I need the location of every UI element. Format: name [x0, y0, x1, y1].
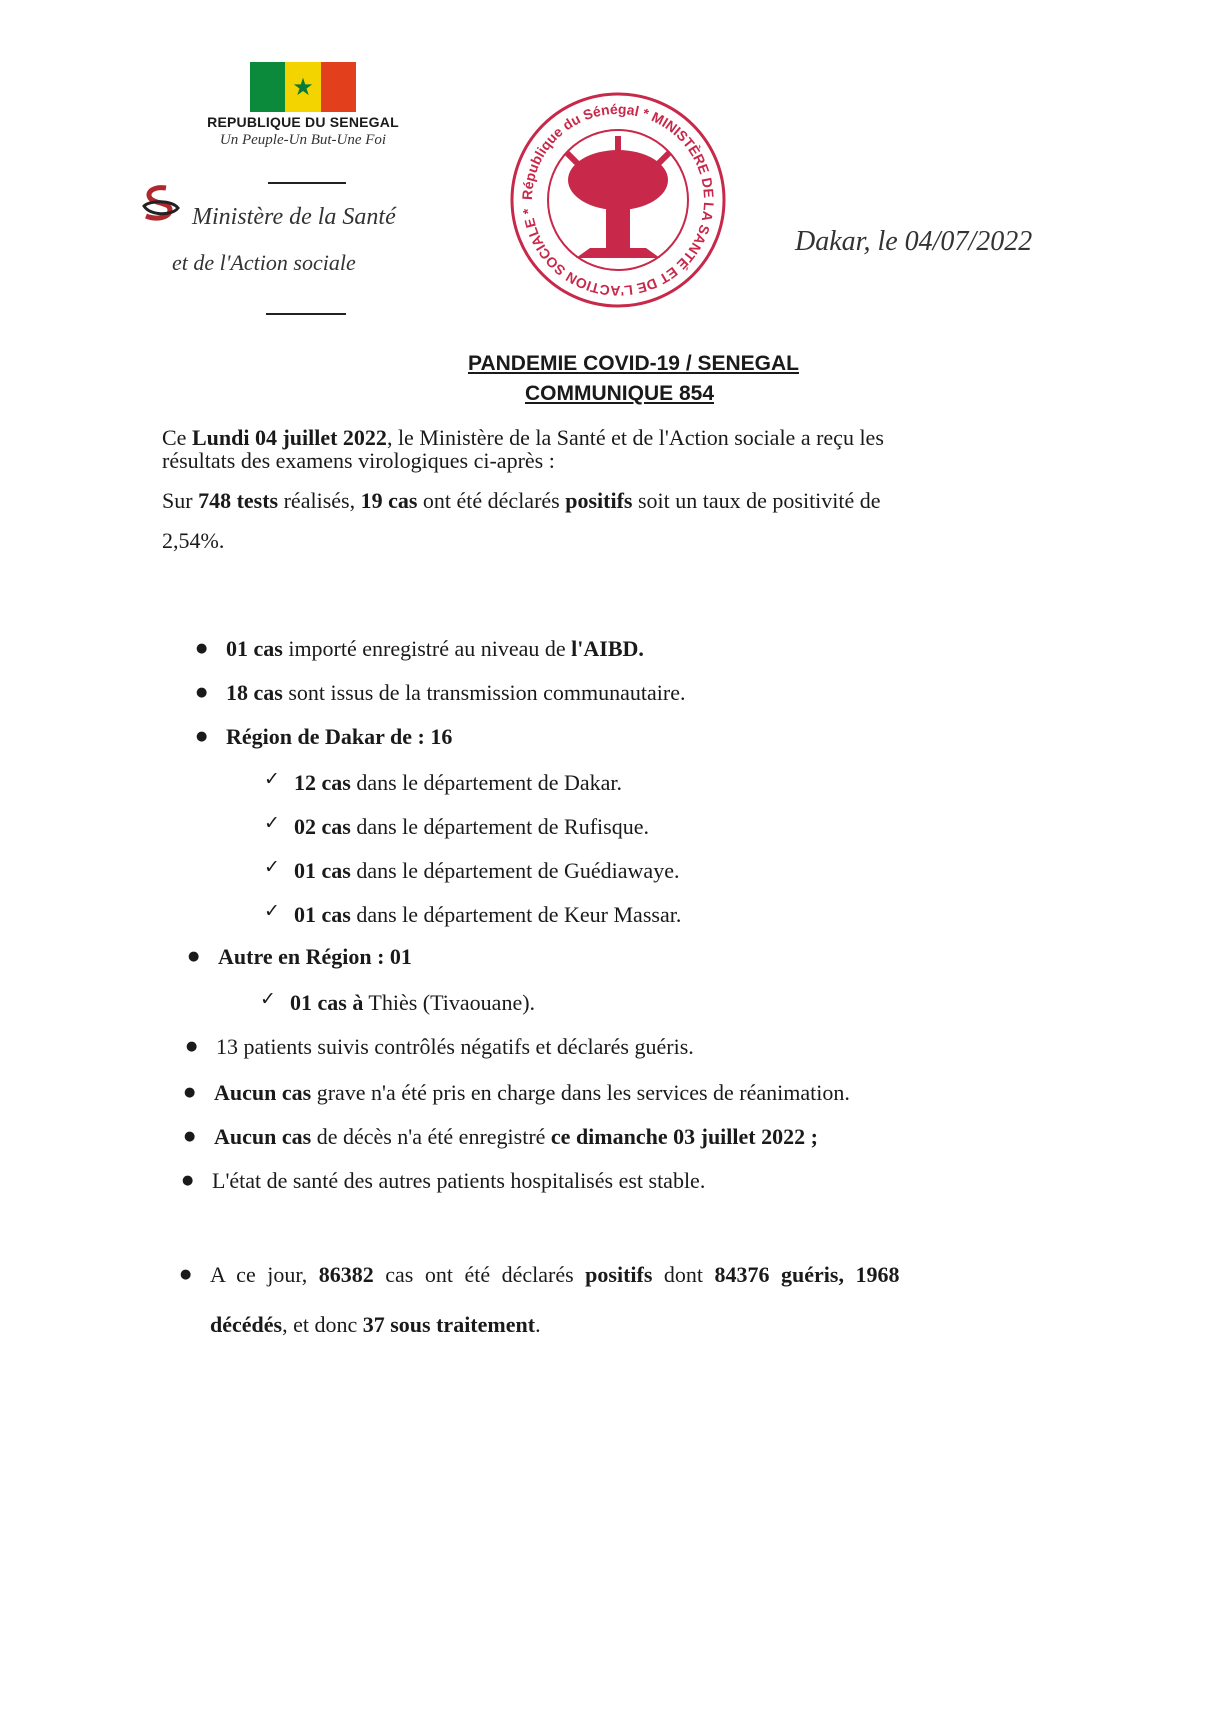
sub-list-item	[260, 988, 536, 1016]
text-span: dans le département de Dakar.	[350, 770, 623, 795]
baobab-tree-icon	[566, 136, 670, 258]
text-span: dont	[652, 1262, 715, 1287]
text-span: positifs	[585, 1262, 653, 1287]
ministry-name-line2: et de l'Action sociale	[172, 250, 356, 275]
senegal-flag	[250, 62, 356, 112]
bullet-icon: ●	[180, 1267, 192, 1282]
text-span: ce dimanche 03 juillet 2022 ;	[550, 1124, 818, 1149]
list-item	[196, 724, 453, 750]
text-span: Thiès (Tivaouane).	[363, 990, 536, 1015]
check-icon: ✓	[264, 812, 280, 834]
text-span: soit un taux de positivité de	[632, 488, 881, 513]
under-treatment: 37 sous traitement	[362, 1312, 536, 1337]
text-span: 02 cas	[294, 814, 351, 839]
sub-list-item	[264, 856, 680, 884]
communique-title: PANDEMIE COVID-19 / SENEGAL	[468, 352, 799, 375]
text-span: de décès n'a été enregistré	[311, 1124, 551, 1149]
tests-count: 748 tests	[198, 488, 279, 513]
bullet-icon: ●	[196, 729, 208, 744]
flag-red-band	[321, 62, 356, 112]
list-item-totals-continued	[210, 1312, 541, 1338]
text-span: dans le département de Keur Massar.	[350, 902, 682, 927]
official-seal-stamp	[506, 88, 730, 312]
text-span: dans le département de Guédiawaye.	[350, 858, 680, 883]
list-item	[188, 944, 412, 970]
text-span: 01 cas	[294, 858, 351, 883]
other-region-total: Autre en Région : 01	[218, 944, 412, 969]
text-span: 13 patients suivis contrôlés négatifs et déclarés guéris.	[216, 1034, 694, 1059]
list-item	[184, 1080, 850, 1106]
flag-yellow-band	[285, 62, 320, 112]
positive-count: 19 cas	[360, 488, 418, 513]
text-span: Aucun cas	[214, 1124, 312, 1149]
text-span: 18 cas	[226, 680, 283, 705]
ministry-name-line1: Ministère de la Santé	[192, 204, 396, 230]
sub-list-item	[264, 900, 682, 928]
text-span: .	[535, 1312, 541, 1337]
list-item	[196, 636, 644, 662]
intro-line-2: résultats des examens virologiques ci-après :	[162, 448, 555, 473]
text-span: Sur	[162, 488, 199, 513]
national-motto: Un Peuple-Un But-Une Foi	[219, 132, 387, 148]
total-cases: 86382	[318, 1262, 374, 1287]
text-span: Aucun cas	[214, 1080, 312, 1105]
text-span: cas ont été déclarés	[373, 1262, 586, 1287]
check-icon: ✓	[264, 768, 280, 790]
check-icon: ✓	[260, 988, 276, 1010]
text-span: 01 cas	[226, 636, 283, 661]
check-icon: ✓	[264, 856, 280, 878]
text-span: décédés	[210, 1312, 283, 1337]
sub-list-item	[264, 768, 623, 796]
ministry-logo-icon	[136, 184, 186, 224]
text-span: dans le département de Rufisque.	[350, 814, 649, 839]
text-span: Ce	[162, 425, 192, 450]
text-span: importé enregistré au niveau de	[282, 636, 572, 661]
flag-green-band	[250, 62, 285, 112]
bullet-icon: ●	[188, 949, 200, 964]
bullet-icon: ●	[196, 685, 208, 700]
header-divider	[266, 313, 346, 315]
header-divider	[268, 182, 346, 184]
list-item	[184, 1124, 818, 1150]
seal-text: République du Sénégal * MINISTÈRE DE LA SANTÉ ET DE L'ACTION SOCIALE *	[518, 100, 718, 300]
list-item	[186, 1034, 694, 1060]
recovered-deaths-totals: 84376 guéris, 1968	[714, 1262, 900, 1287]
text-span: 12 cas	[294, 770, 351, 795]
document-date: Dakar, le 04/07/2022	[795, 226, 1033, 257]
text-span: sont issus de la transmission communautaire.	[282, 680, 686, 705]
bullet-icon: ●	[184, 1085, 196, 1100]
list-item	[182, 1168, 706, 1194]
star-icon: ★	[292, 73, 314, 101]
intro-line-3	[162, 488, 881, 514]
text-span: L'état de santé des autres patients hospitalisés est stable.	[212, 1168, 706, 1193]
list-item	[196, 680, 686, 706]
text-span: 01 cas à	[290, 990, 364, 1015]
text-span: grave n'a été pris en charge dans les services de réanimation.	[311, 1080, 850, 1105]
list-item-totals	[180, 1262, 900, 1288]
text-span: ont été déclarés	[417, 488, 566, 513]
republic-name: REPUBLIQUE DU SENEGAL	[207, 114, 399, 130]
text-span: l'AIBD.	[571, 636, 644, 661]
bullet-icon: ●	[182, 1173, 194, 1188]
sub-list-item	[264, 812, 649, 840]
text-span: réalisés,	[278, 488, 361, 513]
dakar-region-total: Région de Dakar de : 16	[226, 724, 453, 749]
text-span: , le Ministère de la Santé et de l'Action sociale a reçu les	[386, 425, 884, 450]
positivity-rate: 2,54%.	[162, 528, 225, 553]
bullet-icon: ●	[186, 1039, 198, 1054]
check-icon: ✓	[264, 900, 280, 922]
text-span: , et donc	[282, 1312, 363, 1337]
text-span: 01 cas	[294, 902, 351, 927]
bullet-icon: ●	[184, 1129, 196, 1144]
report-date: Lundi 04 juillet 2022	[191, 425, 387, 450]
positive-label: positifs	[565, 488, 633, 513]
text-span: A ce jour,	[210, 1262, 319, 1287]
communique-number: COMMUNIQUE 854	[524, 382, 715, 405]
bullet-icon: ●	[196, 641, 208, 656]
